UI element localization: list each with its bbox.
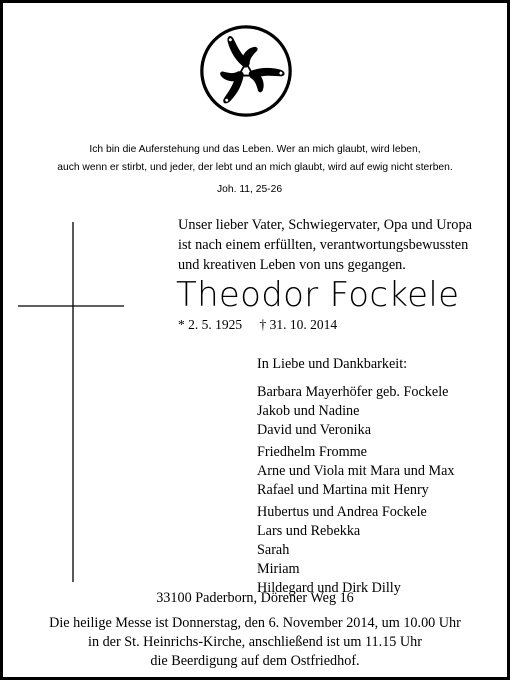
mourner-entry: Lars und Rebekka [257, 523, 361, 539]
three-hares-emblem-icon [200, 25, 292, 117]
mourners-list [257, 355, 454, 598]
mourner-entry: Jakob und Nadine [257, 403, 360, 419]
deceased-name: Theodor Fockele [176, 275, 460, 315]
funeral-line: in der St. Heinrichs-Kirche, anschließend ist um 11.15 Uhr [88, 634, 422, 650]
quote-line: Ich bin die Auferstehung und das Leben. Wer an mich glaubt, wird leben, [89, 144, 421, 155]
funeral-details [3, 614, 507, 671]
mourner-entry: Miriam [257, 561, 300, 577]
intro-line: und kreativen Leben von uns gegangen. [178, 257, 406, 273]
funeral-line: die Beerdigung auf dem Ostfriedhof. [150, 653, 360, 669]
mourners-heading: In Liebe und Dankbarkeit: [257, 356, 408, 372]
birth-date: * 2. 5. 1925 [178, 317, 243, 332]
funeral-line: Die heilige Messe ist Donnerstag, den 6. November 2014, um 10.00 Uhr [49, 615, 461, 631]
mourner-entry: Hildegard und Dirk Dilly [257, 580, 401, 596]
life-dates [178, 317, 337, 333]
quote-line: auch wenn er stirbt, und jeder, der lebt und an mich glaubt, wird auf ewig nicht sterben. [57, 162, 453, 173]
mourner-entry: Friedhelm Fromme [257, 444, 367, 460]
quote-reference: Joh. 11, 25-26 [217, 184, 283, 195]
mourner-entry: David und Veronika [257, 422, 372, 438]
intro-line: Unser lieber Vater, Schwiegervater, Opa und Uropa [178, 217, 472, 233]
mourner-entry: Arne und Viola mit Mara und Max [257, 463, 455, 479]
intro-text [178, 215, 472, 275]
family-address: 33100 Paderborn, Dörener Weg 16 [156, 590, 354, 606]
mourner-entry: Sarah [257, 542, 290, 558]
cross-icon [18, 222, 128, 582]
death-date: † 31. 10. 2014 [259, 317, 338, 332]
intro-line: ist nach einem erfüllten, verantwortungsbewussten [178, 237, 469, 253]
mourner-entry: Rafael und Martina mit Henry [257, 482, 429, 498]
mourner-entry: Barbara Mayerhöfer geb. Fockele [257, 384, 449, 400]
mourner-entry: Hubertus und Andrea Fockele [257, 504, 427, 520]
bible-quote [3, 141, 507, 177]
